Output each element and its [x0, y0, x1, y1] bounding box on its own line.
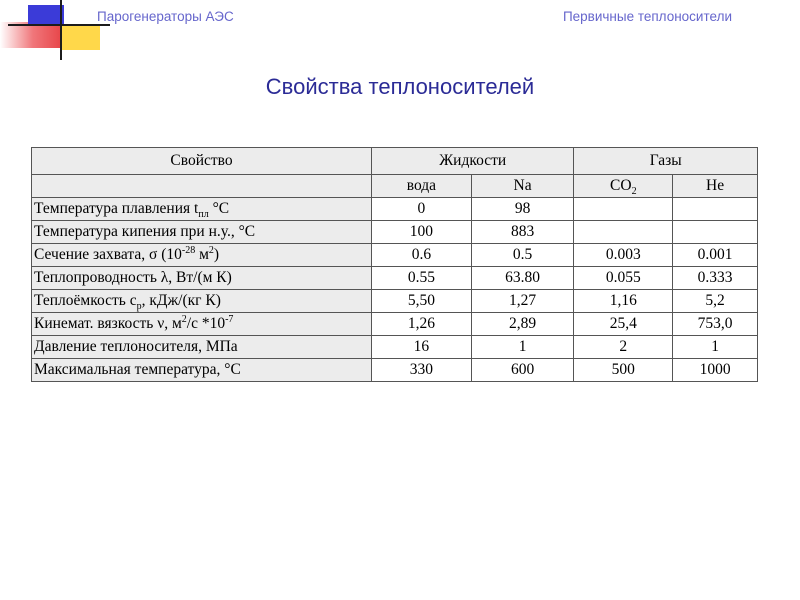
cell: 5,2: [673, 290, 758, 313]
cell: [574, 198, 673, 221]
logo-blue-block: [28, 5, 64, 25]
table-row: [32, 336, 758, 359]
logo-vertical-line: [60, 0, 62, 60]
table-subheader-row: [32, 175, 758, 198]
header-water: вода: [372, 175, 472, 198]
row-label: Температура кипения при н.у., °C: [32, 221, 372, 244]
header-property: Свойство: [32, 148, 372, 175]
cell: 1000: [673, 359, 758, 382]
header-gases: Газы: [574, 148, 758, 175]
cell: 100: [372, 221, 472, 244]
header-empty-cell: [32, 175, 372, 198]
row-label: Кинемат. вязкость ν, $м^2/с$ $*10^{-7}$: [32, 313, 372, 336]
table-header-row: [32, 148, 758, 175]
cell: 0.333: [673, 267, 758, 290]
row-label: Температура плавления $t_{пл}$ °C: [32, 198, 372, 221]
header-he: He: [673, 175, 758, 198]
cell: 2,89: [471, 313, 574, 336]
cell: 0.055: [574, 267, 673, 290]
cell: 1,27: [471, 290, 574, 313]
header-left-title: Парогенераторы АЭС: [97, 9, 234, 24]
cell: 98: [471, 198, 574, 221]
table-row: [32, 267, 758, 290]
cell: 0.5: [471, 244, 574, 267]
cell: 1: [471, 336, 574, 359]
cell: 25,4: [574, 313, 673, 336]
header-liquids: Жидкости: [372, 148, 574, 175]
row-label: Сечение захвата, σ ($10^{-28}$ $м^2$): [32, 244, 372, 267]
properties-table: [31, 147, 758, 382]
cell: 2: [574, 336, 673, 359]
cell: 0.001: [673, 244, 758, 267]
cell: 0.003: [574, 244, 673, 267]
cell: 63.80: [471, 267, 574, 290]
cell: 0.6: [372, 244, 472, 267]
table-row: [32, 290, 758, 313]
table-row: [32, 198, 758, 221]
cell: [673, 221, 758, 244]
cell: [673, 198, 758, 221]
row-label: Теплоёмкость $c_p$, кДж/(кг К): [32, 290, 372, 313]
row-label: Максимальная температура, °C: [32, 359, 372, 382]
cell: 600: [471, 359, 574, 382]
cell: 16: [372, 336, 472, 359]
table-row: [32, 244, 758, 267]
cell: 330: [372, 359, 472, 382]
cell: 883: [471, 221, 574, 244]
cell: 753,0: [673, 313, 758, 336]
cell: 500: [574, 359, 673, 382]
table-row: [32, 313, 758, 336]
header-na: Na: [471, 175, 574, 198]
row-label: Давление теплоносителя, МПа: [32, 336, 372, 359]
cell: 1,16: [574, 290, 673, 313]
cell: [574, 221, 673, 244]
cell: 5,50: [372, 290, 472, 313]
row-label: Теплопроводность λ, Вт/(м К): [32, 267, 372, 290]
logo: [0, 0, 110, 60]
slide-title: Свойства теплоносителей: [265, 74, 535, 99]
header-right-title: Первичные теплоносители: [562, 9, 732, 24]
header-co2: $CO_2$: [574, 175, 673, 198]
logo-yellow-block: [62, 26, 100, 50]
cell: 1: [673, 336, 758, 359]
table-row: [32, 221, 758, 244]
cell: 1,26: [372, 313, 472, 336]
cell: 0.55: [372, 267, 472, 290]
cell: 0: [372, 198, 472, 221]
table-row: [32, 359, 758, 382]
logo-horizontal-line: [8, 24, 110, 26]
